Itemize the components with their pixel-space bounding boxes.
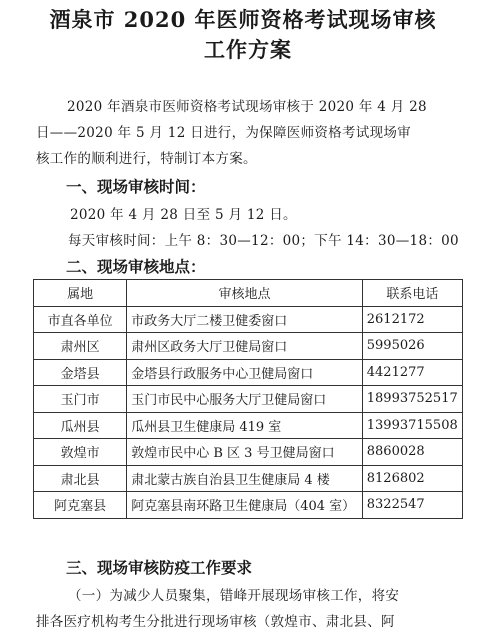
cell-location: 肃州区政务大厅卫健局窗口 (127, 333, 363, 360)
cell-region: 肃北县 (34, 465, 127, 492)
cell-phone: 8126802 (362, 465, 462, 492)
cell-region: 瓜州县 (34, 412, 127, 439)
intro-line1: 2020 年酒泉市医师资格考试现场审核于 2020 年 4 月 28 (67, 99, 427, 115)
column-header-location: 审核地点 (127, 280, 363, 307)
cell-location: 玉门市民中心服务大厅卫健局窗口 (127, 386, 363, 413)
table-row (34, 386, 463, 413)
column-header-region: 属地 (34, 280, 127, 307)
cell-region: 金塔县 (34, 359, 127, 386)
section3-heading: 三、现场审核防疫工作要求 (66, 559, 253, 577)
cell-phone: 13993715508 (362, 412, 462, 439)
cell-phone: 18993752517 (362, 386, 462, 413)
cell-location: 市政务大厅二楼卫健委窗口 (127, 306, 363, 333)
document-title-line2: 工作方案 (204, 37, 292, 62)
table-row (34, 359, 463, 386)
cell-location: 敦煌市民中心 B 区 3 号卫健局窗口 (127, 439, 363, 466)
table-row (34, 412, 463, 439)
section3-paragraph-line2: 排各医疗机构考生分批进行现场审核（敦煌市、肃北县、阿 (36, 614, 395, 630)
cell-phone: 2612172 (362, 306, 462, 333)
cell-phone: 8322547 (362, 492, 462, 519)
table-row (34, 465, 463, 492)
intro-line3: 核工作的顺利进行，特制订本方案。 (36, 151, 257, 167)
column-header-phone: 联系电话 (362, 280, 462, 307)
table-row (34, 439, 463, 466)
section1-hours: 每天审核时间：上午 8：30—12：00；下午 14：30—18：00 (68, 233, 459, 249)
cell-region: 敦煌市 (34, 439, 127, 466)
cell-region: 玉门市 (34, 386, 127, 413)
cell-location: 金塔县行政服务中心卫健局窗口 (127, 359, 363, 386)
section1-heading: 一、现场审核时间： (66, 178, 206, 196)
cell-location: 瓜州县卫生健康局 419 室 (127, 412, 363, 439)
document-title-line1: 酒泉市 2020 年医师资格考试现场审核 (49, 7, 437, 32)
review-locations-table (33, 279, 463, 519)
cell-region: 阿克塞县 (34, 492, 127, 519)
table-header-row (34, 280, 463, 307)
intro-line2: 日——2020 年 5 月 12 日进行，为保障医师资格考试现场审 (36, 125, 411, 141)
section1-date: 2020 年 4 月 28 日至 5 月 12 日。 (70, 207, 297, 223)
table-row (34, 306, 463, 333)
table-row (34, 492, 463, 519)
cell-region: 市直各单位 (34, 306, 127, 333)
table-row (34, 333, 463, 360)
cell-location: 肃北蒙古族自治县卫生健康局 4 楼 (127, 465, 363, 492)
cell-phone: 4421277 (362, 359, 462, 386)
section3-paragraph-line1: （一）为减少人员聚集，错峰开展现场审核工作，将安 (68, 588, 400, 604)
cell-phone: 8860028 (362, 439, 462, 466)
cell-location: 阿克塞县南环路卫生健康局（404 室） (127, 492, 363, 519)
cell-region: 肃州区 (34, 333, 127, 360)
section2-heading: 二、现场审核地点： (66, 258, 206, 276)
cell-phone: 5995026 (362, 333, 462, 360)
